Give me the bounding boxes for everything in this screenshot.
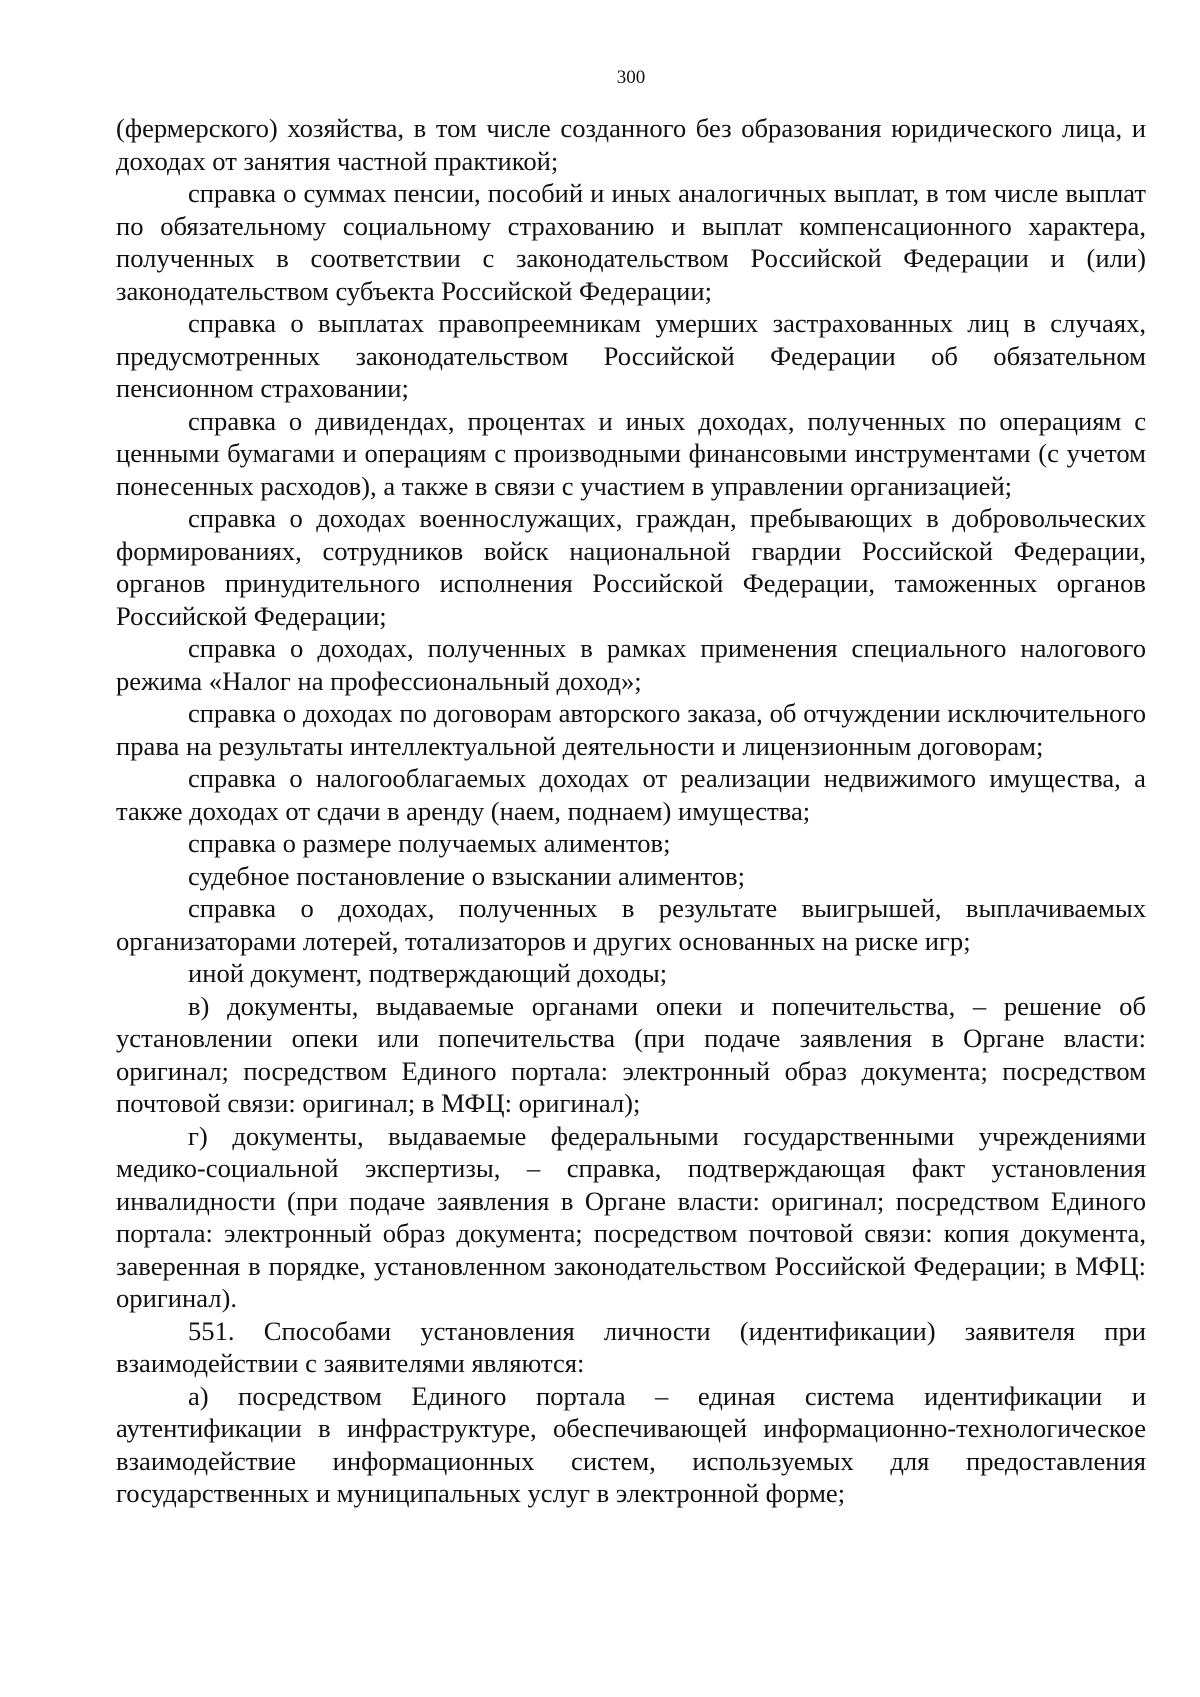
document-body [116, 112, 1146, 1510]
paragraph-successor-payments: справка о выплатах правопреемникам умерших застрахованных лиц в случаях, предусмотренных законодательством Российской Федерации об обязательном пенсионном страховании; [116, 308, 1146, 403]
paragraph-alimony-amount: справка о размере получаемых алиментов; [188, 828, 671, 858]
paragraph-professional-income-tax: справка о доходах, полученных в рамках применения специального налогового режима «Налог на профессиональный доход»; [116, 633, 1146, 696]
paragraph-continuation: (фермерского) хозяйства, в том числе созданного без образования юридического лица, и доходах от занятия частной практикой; [116, 113, 1146, 176]
paragraph-dividends: справка о дивидендах, процентах и иных доходах, полученных по операциям с ценными бумагами и операциям с производными финансовыми инструментами (с учетом понесенных расходов), а также в связи с участием в управлении организацией; [116, 405, 1146, 501]
paragraph-item-551: 551. Способами установления личности (идентификации) заявителя при взаимодействии с заявителями являются: [116, 1315, 1146, 1378]
paragraph-real-estate-income: справка о налогооблагаемых доходах от реализации недвижимого имущества, а также доходах от сдачи в аренду (наем, поднаем) имущества; [116, 763, 1146, 826]
paragraph-author-contracts: справка о доходах по договорам авторского заказа, об отчуждении исключительного права на результаты интеллектуальной деятельности и лицензионным договорам; [116, 698, 1146, 761]
paragraph-military-income: справка о доходах военнослужащих, граждан, пребывающих в добровольческих формированиях, сотрудников войск национальной гвардии Российской Федерации, органов принудительного исполнения Российской Федерации, таможенных органов Российской Федерации; [116, 503, 1146, 631]
paragraph-winnings: справка о доходах, полученных в результате выигрышей, выплачиваемых организаторами лотерей, тотализаторов и других основанных на риске игр; [116, 893, 1146, 956]
paragraph-other-document: иной документ, подтверждающий доходы; [188, 958, 668, 988]
paragraph-guardianship-documents: в) документы, выдаваемые органами опеки и попечительства, – решение об установлении опеки или попечительства (при подаче заявления в Органе власти: оригинал; посредством Единого портала: электронный образ документа; посредством почтовой связи: оригинал; в МФЦ: оригинал); [116, 990, 1146, 1118]
paragraph-unified-portal-identification: а) посредством Единого портала – единая система идентификации и аутентификации в инфраструктуре, обеспечивающей информационно-технологическое взаимодействие информационных систем, используемых для предоставления государственных и муниципальных услуг в электронной форме; [116, 1380, 1146, 1508]
paragraph-alimony-ruling: судебное постановление о взыскании алиментов; [188, 860, 745, 891]
paragraph-pension-certificate: справка о суммах пенсии, пособий и иных аналогичных выплат, в том числе выплат по обязательному социальному страхованию и выплат компенсационного характера, полученных в соответствии с законодательством Российской Федерации и (или) законодательством субъекта Российской Федерации; [116, 178, 1146, 306]
page-number: 300 [616, 67, 646, 88]
paragraph-disability-documents: г) документы, выдаваемые федеральными государственными учреждениями медико-социальной экспертизы, – справка, подтверждающая факт установления инвалидности (при подаче заявления в Органе власти: оригинал; посредством Единого портала: электронный образ документа; посредством почтовой связи: копия документа, заверенная в порядке, установленном законодательством Российской Федерации; в МФЦ: оригинал). [116, 1120, 1146, 1313]
